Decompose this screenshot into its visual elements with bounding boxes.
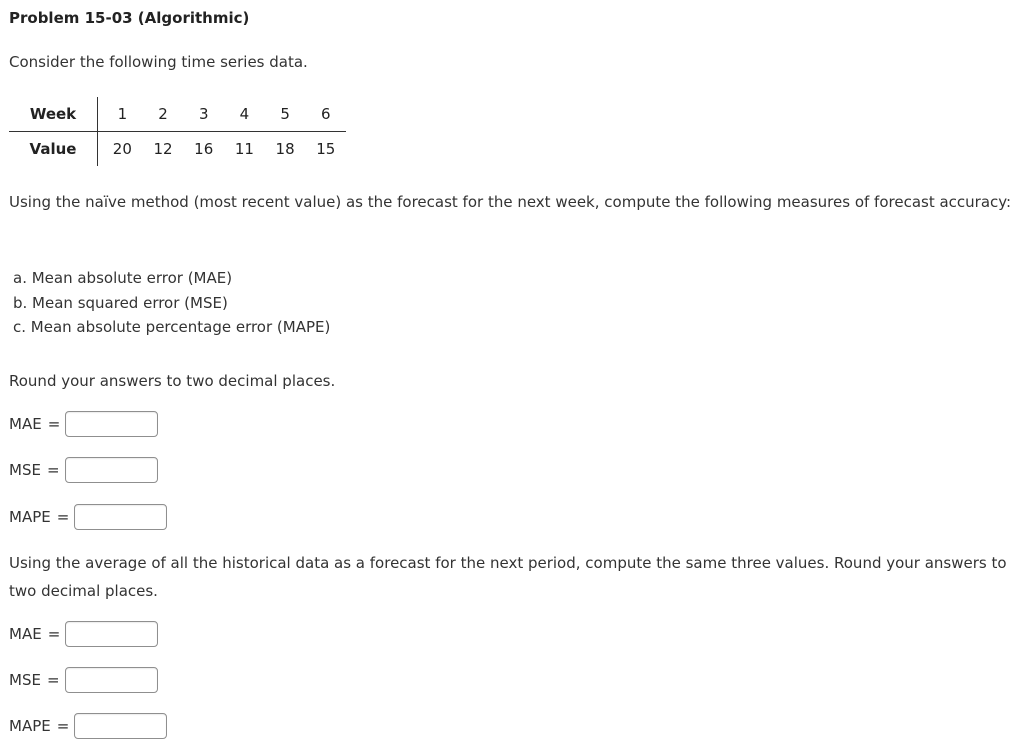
average-mape-label: MAPE [9,717,51,735]
value-cell: 12 [153,140,173,158]
week-cell: 2 [143,97,184,132]
week-header: Week [9,97,98,132]
value-header: Value [9,132,98,167]
average-mape-input[interactable] [74,713,167,739]
week-cell: 6 [305,97,346,132]
equals-sign: = [47,625,61,643]
measure-item-mse: b. Mean squared error (MSE) [13,293,228,312]
naive-mse-label: MSE [9,461,41,479]
average-mae-input[interactable] [65,621,158,647]
average-mae-row [9,621,158,647]
equals-sign: = [56,508,70,526]
week-cell: 5 [265,97,306,132]
week-cell: 4 [224,97,265,132]
measure-item-mae: a. Mean absolute error (MAE) [13,269,233,287]
naive-mape-input[interactable] [74,504,167,530]
average-mape-row [9,713,167,739]
naive-mape-row [9,504,167,530]
average-mse-label: MSE [9,671,41,689]
value-cell: 11 [234,140,254,158]
week-row [9,97,346,132]
problem-intro: Consider the following time series data. [9,53,308,71]
average-mse-row [9,667,158,693]
average-mae-label: MAE [9,625,42,643]
problem-title: Problem 15-03 (Algorithmic) [9,9,250,27]
value-cell: 18 [275,140,295,158]
naive-method-instruction: Using the naïve method (most recent value) as the forecast for the next week, compute the following measures of forecast accuracy: [9,193,1012,211]
value-row [9,132,346,167]
naive-mape-label: MAPE [9,508,51,526]
round-note: Round your answers to two decimal places. [9,372,336,390]
naive-mae-label: MAE [9,415,42,433]
value-cell: 20 [112,140,132,158]
value-cell: 16 [194,140,214,158]
equals-sign: = [46,461,60,479]
equals-sign: = [56,717,70,735]
naive-mae-row [9,411,158,437]
naive-mae-input[interactable] [65,411,158,437]
naive-mse-row [9,457,158,483]
naive-mse-input[interactable] [65,457,158,483]
week-cell: 3 [183,97,224,132]
average-method-instruction: Using the average of all the historical data as a forecast for the next period, compute the same three values. Round your answers to two decimal places. [9,554,1007,600]
average-mse-input[interactable] [65,667,158,693]
measure-list [13,266,330,340]
equals-sign: = [47,415,61,433]
time-series-table [9,97,346,166]
equals-sign: = [46,671,60,689]
measure-item-mape: c. Mean absolute percentage error (MAPE) [13,318,331,336]
value-cell: 15 [316,140,336,158]
week-cell: 1 [98,97,143,132]
